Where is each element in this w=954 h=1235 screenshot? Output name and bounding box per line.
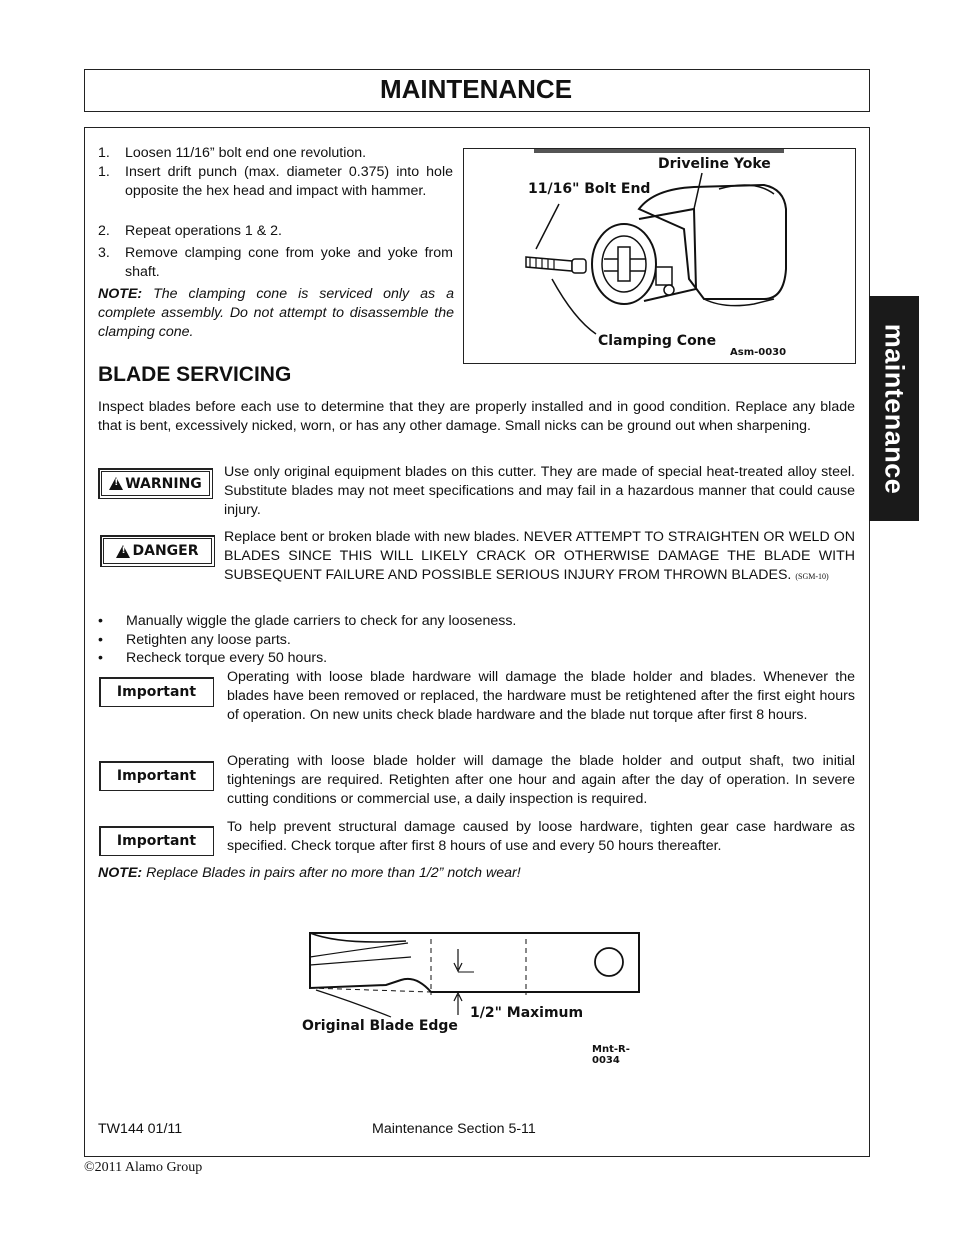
- note-text: Replace Blades in pairs after no more than 1/2” notch wear!: [142, 865, 521, 881]
- important-badge-label: Important: [116, 684, 197, 700]
- label-clamping-cone: Clamping Cone: [598, 333, 717, 349]
- important-badge: [99, 826, 214, 856]
- important-badge: [99, 761, 214, 791]
- danger-badge: [100, 535, 215, 567]
- warning-text: Use only original equipment blades on this cutter. They are made of special heat-treated alloy steel. Substitute blades may not meet specifications and may fail in a hazardous manner that could cause injury.: [224, 464, 855, 518]
- blade-wear-illustration: [296, 925, 656, 1060]
- important-text: Operating with loose blade hardware will damage the blade holder and blades. Whenever the blades have been removed or replaced, the hardware must be retightened after the first eight hours of operation. On new units check blade hardware and the blade nut torque after first 8 hours.: [227, 669, 855, 723]
- step-number: 2.: [98, 223, 110, 239]
- driveline-yoke-illustration: [464, 149, 855, 363]
- bullet-text: Retighten any loose parts.: [126, 632, 291, 648]
- section-heading: BLADE SERVICING: [98, 363, 292, 386]
- warning-badge-label: WARNING: [125, 475, 202, 492]
- note-blade-pairs: [98, 864, 798, 883]
- note-clamping-cone: [98, 285, 454, 342]
- side-tab: [869, 296, 919, 521]
- danger-code: (SGM-10): [795, 572, 829, 581]
- important-text: To help prevent structural damage caused by loose hardware, tighten gear case hardware as specified. Check torque after first 8 hours of use and every 50 hours thereafter.: [227, 819, 855, 854]
- side-tab-label: maintenance: [879, 323, 910, 494]
- intro-paragraph: Inspect blades before each use to determine that they are properly installed and in good condition. Replace any blade that is bent, excessively nicked, worn, or has any other damage. Small nicks can be ground out when sharpening.: [98, 399, 855, 434]
- step-text: Loosen 11/16” bolt end one revolution.: [125, 145, 367, 161]
- note-label: NOTE:: [98, 286, 143, 302]
- danger-text: Replace bent or broken blade with new blades. NEVER ATTEMPT TO STRAIGHTEN OR WELD ON BLADES SINCE THIS WILL LIKELY CRACK OR OTHERWISE DAMAGE THE BLADE WITH SUBSEQUENT FAILURE AND POSSIBLE SERIOUS INJURY FROM THROWN BLADES.: [224, 529, 855, 583]
- figure-code: Asm-0030: [730, 347, 787, 358]
- label-bolt-end: 11/16" Bolt End: [528, 181, 651, 197]
- note-label: NOTE:: [98, 865, 143, 881]
- important-badge-label: Important: [116, 768, 197, 784]
- footer-section: Maintenance Section 5-11: [372, 1121, 536, 1137]
- step-number: 1.: [98, 164, 110, 180]
- step-text: Remove clamping cone from yoke and yoke from shaft.: [125, 245, 453, 280]
- page-title: MAINTENANCE: [379, 74, 573, 104]
- important-badge: [99, 677, 214, 707]
- label-half-inch-max: 1/2" Maximum: [470, 1005, 584, 1021]
- danger-paragraph: [224, 528, 855, 586]
- figure-code: Mnt-R-0034: [592, 1044, 630, 1066]
- step-text: Insert drift punch (max. diameter 0.375) into hole opposite the hex head and impact with hammer.: [125, 164, 453, 199]
- copyright: ©2011 Alamo Group: [84, 1160, 203, 1175]
- danger-triangle-icon: [116, 545, 130, 558]
- step-number: 1.: [98, 145, 110, 161]
- important-text: Operating with loose blade holder will damage the blade holder and output shaft, two initial tightenings are required. Retighten after one hour and again after the day of operation. In severe cutting conditions or commercial use, a daily inspection is required.: [227, 753, 855, 807]
- warning-badge: [98, 468, 213, 499]
- step-text: Repeat operations 1 & 2.: [125, 223, 282, 239]
- bullet-text: Recheck torque every 50 hours.: [126, 650, 328, 666]
- figure-driveline-yoke: [463, 148, 856, 364]
- important-badge-label: Important: [116, 833, 197, 849]
- figure-blade-wear: [296, 925, 656, 1066]
- footer-doc-id: TW144 01/11: [98, 1121, 183, 1137]
- danger-badge-label: DANGER: [132, 543, 199, 559]
- label-original-blade-edge: Original Blade Edge: [302, 1018, 458, 1034]
- bullet-text: Manually wiggle the glade carriers to check for any looseness.: [126, 613, 517, 629]
- label-driveline-yoke: Driveline Yoke: [658, 156, 771, 172]
- warning-triangle-icon: [109, 477, 123, 490]
- note-text: The clamping cone is serviced only as a complete assembly. Do not attempt to disassemble the clamping cone.: [98, 286, 454, 340]
- step-number: 3.: [98, 245, 110, 261]
